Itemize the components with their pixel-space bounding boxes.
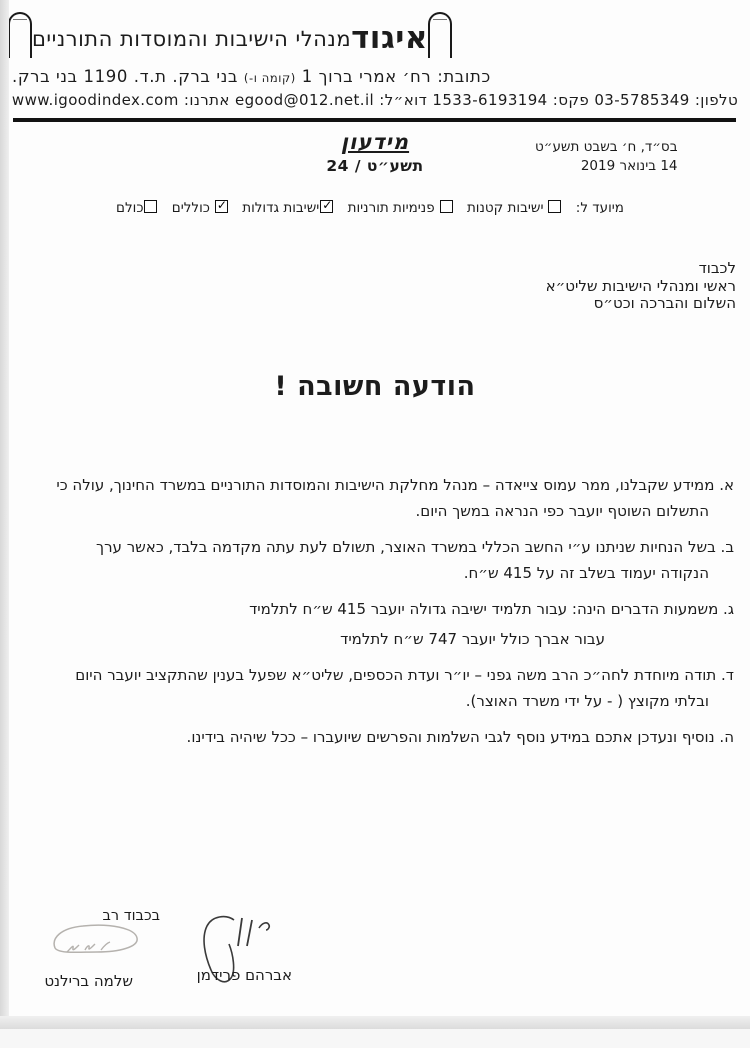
paragraph-c (52, 596, 734, 653)
paragraph-letter: א. (719, 475, 734, 494)
org-name-bold: איגוד (351, 20, 428, 56)
letter-body (0, 472, 750, 751)
paragraph-text: משמעות הדברים הינה: עבור תלמיד ישיבה גדולה יועבר 415 ש״ח לתלמיד (249, 599, 719, 618)
audience-row (0, 200, 750, 216)
check-icon: ✓ (216, 198, 227, 212)
tablet-arch-icon (428, 12, 452, 58)
paragraph-letter: ה. (719, 727, 734, 746)
paragraph-text: נוסיף ונעדכן אתכם במידע נוסף לגבי השלמות והפרשים שיועברו – ככל שיהיה בידינו. (186, 727, 715, 746)
recipient-line3: השלום והברכה וכט״ס (593, 294, 736, 312)
scan-edge-right (0, 0, 9, 1029)
contact-line: טלפון: 03-5785349 פקס: 1533-6193194 דוא״ל: egood@012.net.il אתרנו: www.igoodindex.com (11, 91, 739, 109)
notice-headline: הודעה חשובה ! (274, 370, 476, 402)
audience-option-label: כולם (116, 200, 144, 216)
paragraph-subline: עבור אברך כולל יועבר 747 ש״ח לתלמיד (340, 630, 605, 648)
bulletin-block (0, 130, 750, 175)
signature-shlomo-brilant (45, 922, 145, 970)
paragraph-letter: ב. (720, 537, 734, 556)
paragraph-e (52, 724, 734, 751)
address-floor: (קומה ו-) (243, 71, 296, 85)
paragraph-d (52, 662, 734, 715)
recipient-block (0, 260, 750, 313)
paragraph-letter: ד. (721, 665, 734, 684)
address-prefix: כתובת: רח׳ אמרי ברוך 1 (295, 67, 491, 86)
recipient-line2: ראשי ומנהלי הישיבות שליט״א (545, 276, 736, 295)
checkbox-yeshivot-ktanot (548, 200, 561, 213)
audience-option-kulam (116, 200, 157, 216)
check-icon: ✓ (322, 198, 333, 212)
audience-option-yeshivot-ktanot (467, 200, 562, 216)
checkbox-kollelim (215, 200, 228, 213)
audience-option-label: כוללים (171, 200, 210, 216)
signer-name-friedman: אברהם פרידמן (196, 966, 292, 984)
audience-option-kollelim (172, 200, 228, 216)
org-name-rest: מנהלי הישיבות והמוסדות התורניים (32, 27, 352, 51)
checkbox-kulam (144, 200, 157, 213)
audience-option-yeshivot-gdolot (242, 200, 333, 216)
meta-row (0, 122, 750, 200)
checkbox-yeshivot-gdolot (320, 200, 333, 213)
audience-label: מיועד ל: (575, 200, 624, 216)
recipient-line1: לכבוד (698, 259, 736, 277)
audience-option-pnimiyot-toraniyot (348, 200, 453, 216)
paragraph-a (52, 472, 734, 525)
hebrew-date: בס״ד, ח׳ בשבט תשע״ט (535, 139, 678, 155)
paragraph-text: תודה מיוחדת לחה״כ הרב משה גפני – יו״ר ועדת הכספים, שליט״א שפעל בענין שהתקציב יועבר היום ובלתי מקוצץ ( - על ידי משרד האוצר). (75, 665, 717, 710)
scan-edge-bottom (0, 1016, 750, 1029)
salutation: בכבוד רב (102, 908, 160, 924)
paragraph-letter: ג. (723, 599, 734, 618)
tablet-arch-icon (8, 12, 32, 58)
paragraph-b (52, 534, 734, 587)
paragraph-text: ממידע שקבלנו, ממר עמוס צייאדה – מנהל מחלקת הישיבות והמוסדות התורניים במשרד החינוך, עולה כי התשלום השוטף יועבר כפי הנראה במשך היום. (56, 475, 715, 520)
audience-option-label: ישיבות קטנות (466, 200, 544, 216)
checkbox-pnimiyot-toraniyot (440, 200, 453, 213)
bulletin-title: מידעון (340, 130, 410, 154)
audience-option-label: ישיבות גדולות (242, 200, 320, 216)
gregorian-date: 14 בינואר 2019 (580, 158, 678, 174)
address-suffix: בני ברק. ת.ד. 1190 בני ברק. (12, 67, 244, 86)
paragraph-text: בשל הנחיות שניתנו ע״י החשב הכללי במשרד האוצר, תשולם לעת עתה מקדמה בלבד, כאשר ערך הנקודה יעמוד בשלב זה על 415 ש״ח. (96, 537, 716, 582)
bulletin-issue: תשע״ט / 24 (326, 157, 424, 175)
signer-name-brilant: שלמה ברילנט (44, 972, 133, 990)
audience-option-label: פנימיות תורניות (347, 200, 435, 216)
address-line (0, 66, 750, 89)
letterhead (0, 12, 750, 64)
